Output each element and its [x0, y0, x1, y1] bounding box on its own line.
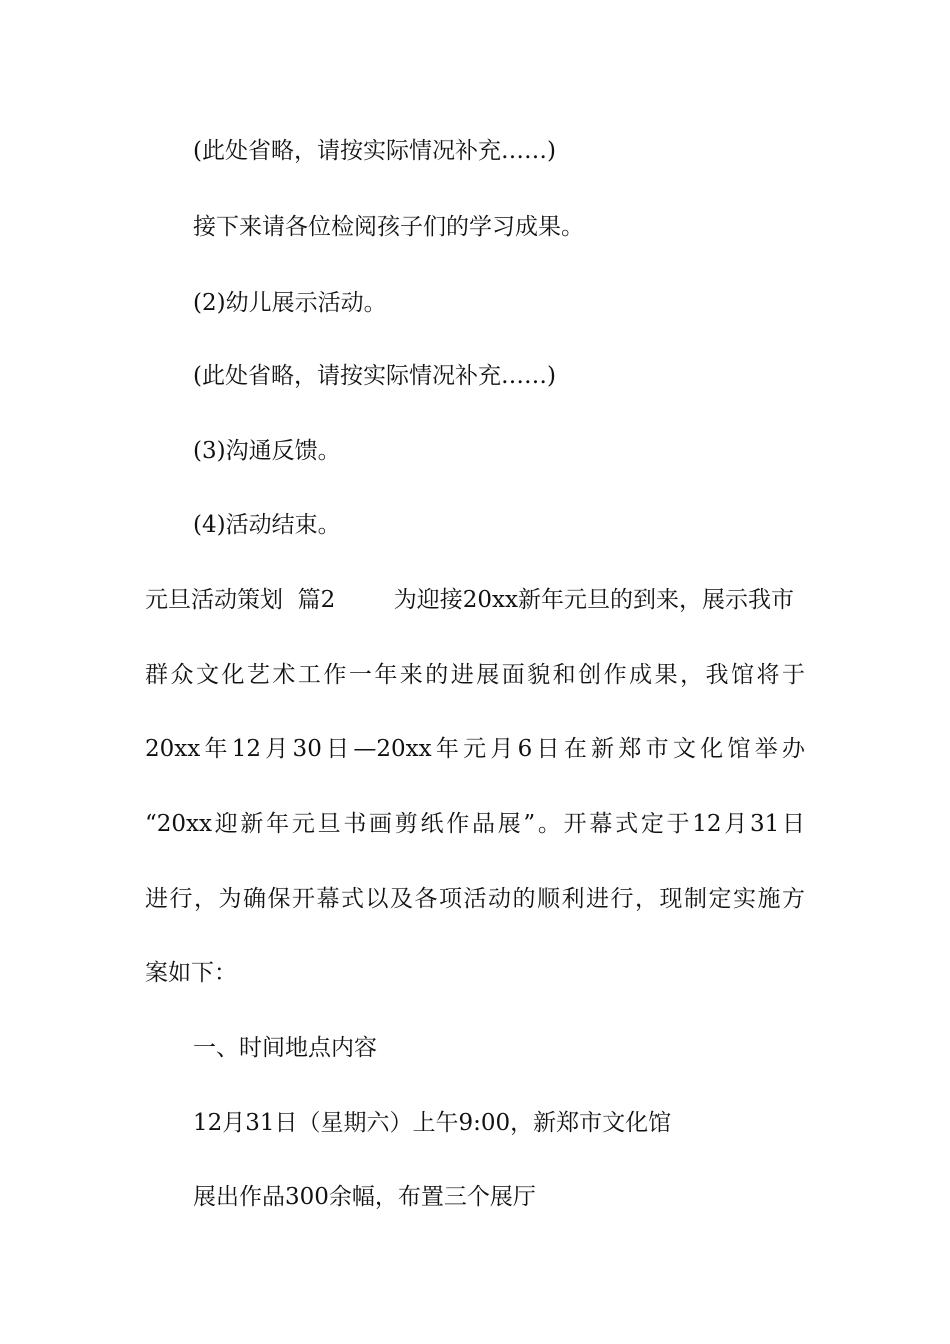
paragraph-line: (4)活动结束。 [193, 512, 341, 538]
paragraph-line: 展出作品300余幅，布置三个展厅 [193, 1184, 536, 1210]
paragraph-line: 进行，为确保开幕式以及各项活动的顺利进行，现制定实施方 [145, 886, 805, 912]
paragraph-line: 接下来请各位检阅孩子们的学习成果。 [193, 214, 584, 240]
paragraph-line: (3)沟通反馈。 [193, 438, 341, 464]
paragraph-line: 群众文化艺术工作一年来的进展面貌和创作成果，我馆将于 [145, 662, 805, 688]
paragraph-line: (此处省略，请按实际情况补充……) [193, 363, 556, 389]
subheading-line: 一、时间地点内容 [193, 1035, 377, 1061]
paragraph-line: (2)幼儿展示活动。 [193, 290, 387, 316]
paragraph-line: “20xx迎新年元旦书画剪纸作品展”。开幕式定于12月31日 [145, 811, 805, 837]
paragraph-line: 20xx年12月30日—20xx年元月6日在新郑市文化馆举办 [145, 736, 805, 762]
section-heading-line: 元旦活动策划 篇2 为迎接20xx新年元旦的到来，展示我市 [145, 587, 794, 613]
paragraph-line: 12月31日（星期六）上午9:00，新郑市文化馆 [193, 1110, 672, 1136]
paragraph-line: 案如下： [145, 960, 237, 986]
paragraph-line: (此处省略，请按实际情况补充……) [193, 138, 556, 164]
